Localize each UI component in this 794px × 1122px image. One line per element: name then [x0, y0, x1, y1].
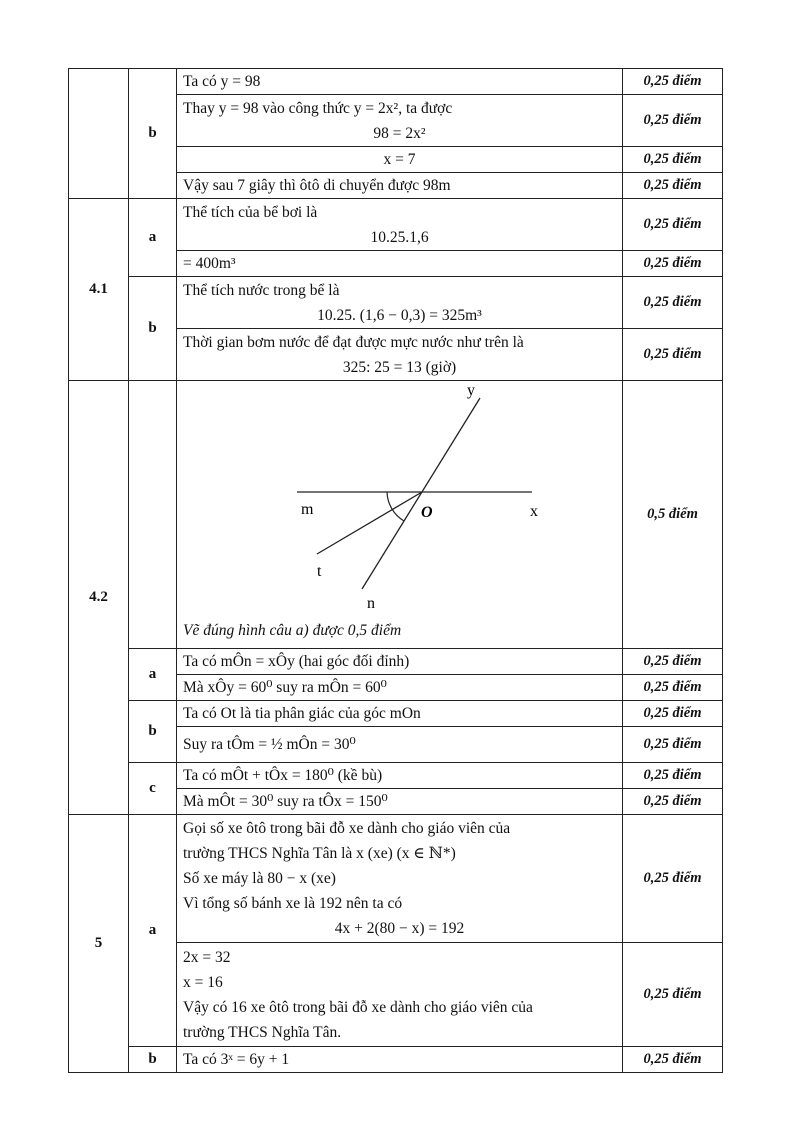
answer-formula: 325: 25 = 13 (giờ): [342, 358, 457, 376]
answer-step: Ta có mÔn = xÔy (hai góc đối đỉnh): [177, 649, 623, 675]
answer-step: Suy ra tÔm = ½ mÔn = 30⁰: [177, 727, 623, 763]
label-t: t: [317, 563, 322, 580]
answer-formula: 10.25. (1,6 − 0,3) = 325m³: [317, 306, 482, 324]
answer-line: trường THCS Nghĩa Tân.: [183, 1023, 342, 1041]
answer-line: 2x = 32: [183, 948, 231, 966]
part-label: c: [129, 763, 177, 815]
answer-step: x = 7: [177, 147, 623, 173]
part-label: a: [129, 815, 177, 1047]
score-cell: 0,25 điểm: [623, 69, 723, 95]
score-cell: 0,25 điểm: [623, 329, 723, 381]
answer-line: Vậy có 16 xe ôtô trong bãi đỗ xe dành cho giáo viên của: [183, 998, 533, 1016]
answer-line: Gọi số xe ôtô trong bãi đỗ xe dành cho giáo viên của: [183, 820, 511, 837]
part-label: b: [129, 69, 177, 199]
ray-ot: [317, 492, 422, 554]
answer-line: x = 16: [183, 973, 223, 991]
answer-step: Vậy sau 7 giây thì ôtô di chuyển được 98m: [177, 173, 623, 199]
question-number: 4.1: [69, 199, 129, 381]
answer-step: [177, 199, 623, 251]
label-x: x: [530, 503, 538, 520]
score-cell: 0,25 điểm: [623, 727, 723, 763]
score-cell: 0,25 điểm: [623, 199, 723, 251]
label-m: m: [301, 501, 314, 518]
score-cell: 0,5 điểm: [623, 381, 723, 649]
answer-step: = 400m³: [177, 251, 623, 277]
answer-formula: 98 = 2x²: [373, 124, 426, 142]
line-yn: [362, 398, 480, 589]
answer-table: [68, 68, 723, 1073]
answer-step: Ta có 3ˣ = 6y + 1: [177, 1047, 623, 1073]
answer-step: Ta có Ot là tia phân giác của góc mOn: [177, 701, 623, 727]
answer-step: [177, 329, 623, 381]
score-cell: 0,25 điểm: [623, 943, 723, 1047]
answer-formula: 10.25.1,6: [370, 228, 429, 246]
answer-step: Mà xÔy = 60⁰ suy ra mÔn = 60⁰: [177, 675, 623, 701]
part-label: b: [129, 1047, 177, 1073]
answer-step: [177, 277, 623, 329]
score-cell: 0,25 điểm: [623, 675, 723, 701]
score-cell: 0,25 điểm: [623, 815, 723, 943]
part-label: a: [129, 199, 177, 277]
answer-step: Ta có y = 98: [177, 69, 623, 95]
label-y: y: [467, 382, 475, 399]
question-cell-continued: [69, 69, 129, 199]
question-number: 5: [69, 815, 129, 1073]
score-cell: 0,25 điểm: [623, 147, 723, 173]
part-label: a: [129, 649, 177, 701]
answer-step: [177, 95, 623, 147]
score-cell: 0,25 điểm: [623, 789, 723, 815]
part-label-empty: [129, 381, 177, 649]
geometry-figure: [177, 381, 622, 619]
score-cell: 0,25 điểm: [623, 763, 723, 789]
answer-line: Thể tích của bể bơi là: [183, 203, 318, 221]
score-cell: 0,25 điểm: [623, 1047, 723, 1073]
score-cell: 0,25 điểm: [623, 701, 723, 727]
answer-line: Số xe máy là 80 − x (xe): [183, 870, 336, 887]
part-label: b: [129, 277, 177, 381]
score-cell: 0,25 điểm: [623, 277, 723, 329]
angle-arc: [387, 492, 404, 521]
answer-step: [177, 815, 623, 943]
answer-step: [177, 943, 623, 1047]
score-cell: 0,25 điểm: [623, 95, 723, 147]
score-cell: 0,25 điểm: [623, 173, 723, 199]
answer-step: Mà mÔt = 30⁰ suy ra tÔx = 150⁰: [177, 789, 623, 815]
label-o: O: [421, 504, 433, 521]
answer-line: trường THCS Nghĩa Tân là x (xe) (x ∈ ℕ*): [183, 845, 456, 862]
label-n: n: [367, 595, 375, 612]
answer-line: Thời gian bơm nước để đạt được mực nước như trên là: [183, 333, 524, 351]
angle-diagram: [177, 381, 623, 619]
answer-line: Thay y = 98 vào công thức y = 2x², ta được: [183, 99, 453, 117]
answer-step: Ta có mÔt + tÔx = 180⁰ (kề bù): [177, 763, 623, 789]
answer-formula: 4x + 2(80 − x) = 192: [334, 920, 465, 937]
figure-caption: Vẽ đúng hình câu a) được 0,5 điểm: [183, 622, 402, 639]
figure-cell: [177, 381, 623, 649]
question-number: 4.2: [69, 381, 129, 815]
part-label: b: [129, 701, 177, 763]
score-cell: 0,25 điểm: [623, 251, 723, 277]
answer-line: Vì tổng số bánh xe là 192 nên ta có: [183, 895, 403, 912]
score-cell: 0,25 điểm: [623, 649, 723, 675]
answer-line: Thể tích nước trong bể là: [183, 281, 340, 299]
